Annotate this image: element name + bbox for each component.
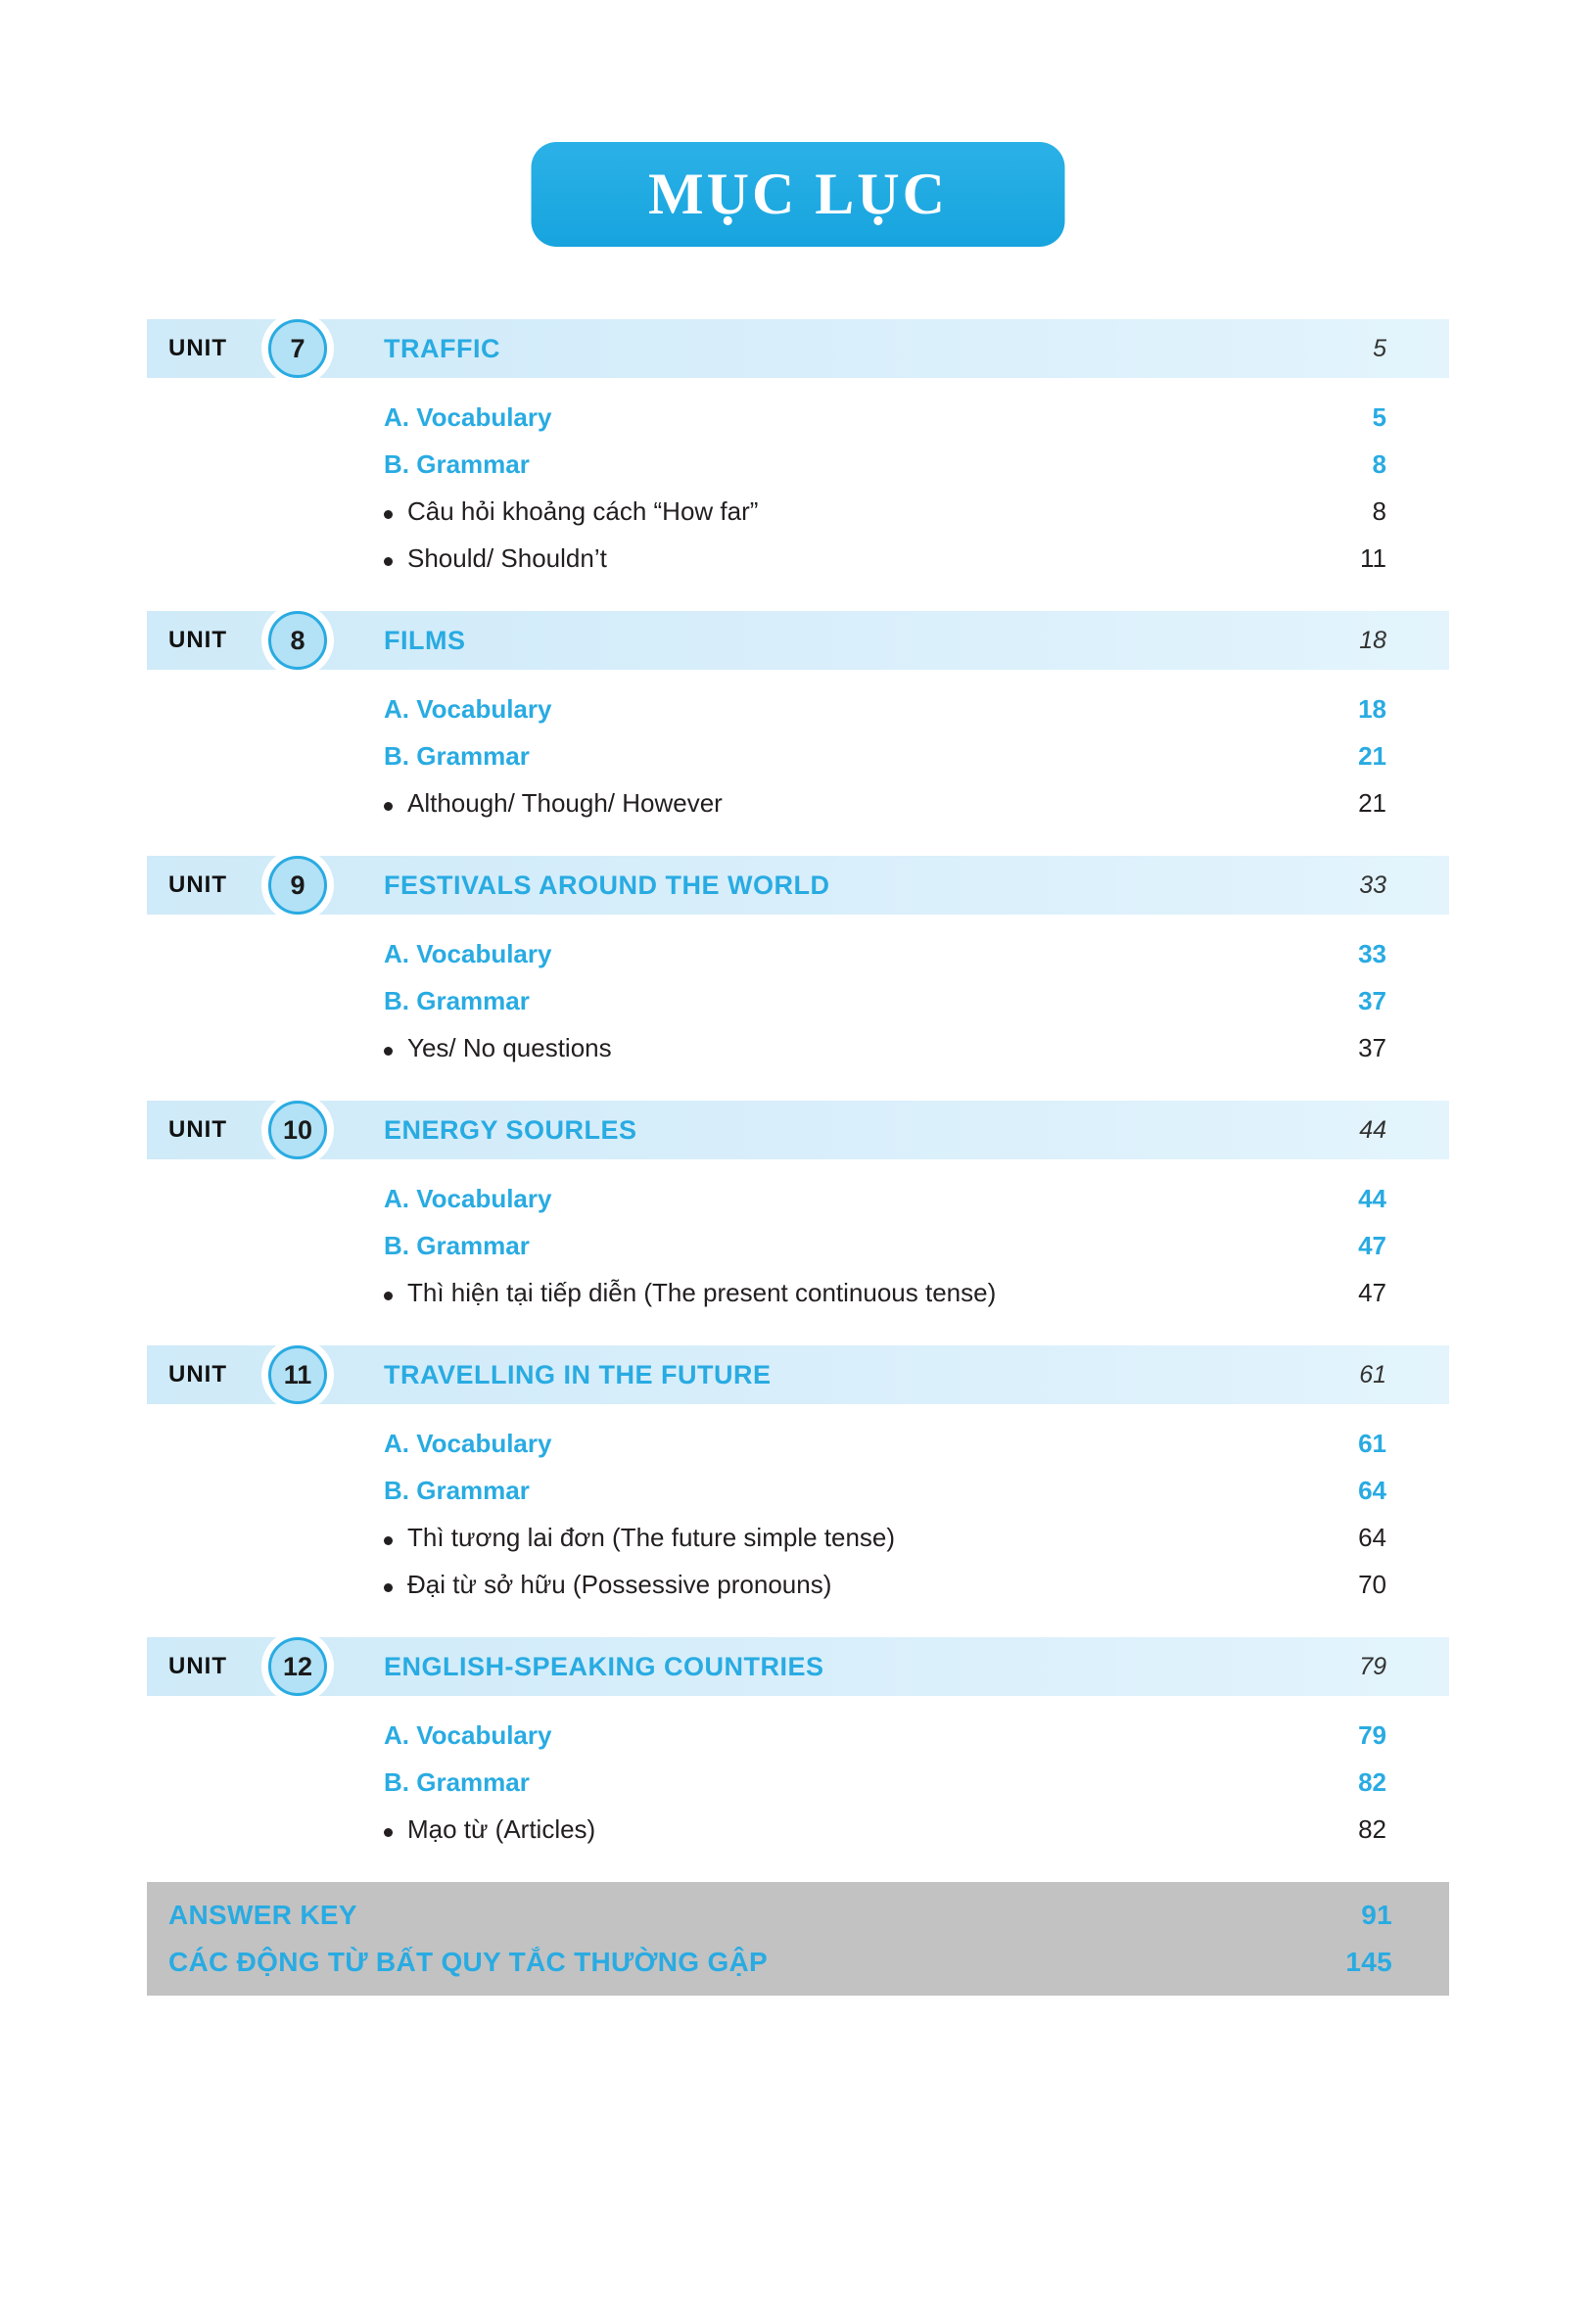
unit-number: 7 [290, 333, 305, 363]
section-item [147, 930, 1449, 977]
bullet-label: Yes/ No questions [407, 1032, 612, 1062]
section-label: B. Grammar [384, 1766, 530, 1797]
section-label: A. Vocabulary [384, 401, 552, 432]
unit-label: UNIT [168, 871, 227, 898]
section-label: A. Vocabulary [384, 693, 552, 724]
footer [147, 1882, 1449, 1996]
bullet-icon [384, 557, 393, 566]
section-item [147, 1712, 1449, 1759]
unit-title: ENERGY SOURLES [384, 1114, 637, 1145]
section-item [147, 1420, 1449, 1467]
bullet-label: Should/ Shouldn’t [407, 542, 607, 573]
footer-page-number: 145 [1345, 1947, 1392, 1977]
section-page-number: 8 [1372, 448, 1386, 479]
section-item [147, 1467, 1449, 1514]
bullet-icon [384, 1047, 393, 1056]
footer-row [147, 1939, 1449, 1986]
unit-number-badge [268, 856, 327, 915]
section-page-number: 33 [1358, 938, 1386, 968]
unit-items [147, 1420, 1449, 1608]
bullet-icon [384, 1292, 393, 1300]
section-item [147, 394, 1449, 441]
bullet-item [147, 1269, 1449, 1316]
unit-block [147, 1101, 1449, 1316]
section-item [147, 1759, 1449, 1806]
section-page-number: 82 [1358, 1766, 1386, 1797]
bullet-page-number: 64 [1358, 1522, 1386, 1552]
unit-page-number: 79 [1359, 1652, 1386, 1680]
section-page-number: 21 [1358, 740, 1386, 771]
unit-number: 10 [282, 1114, 313, 1145]
bullet-label: Câu hỏi khoảng cách “How far” [407, 495, 759, 526]
bullet-icon [384, 1536, 393, 1545]
footer-page-number: 91 [1361, 1900, 1392, 1930]
unit-title: TRAFFIC [384, 333, 500, 363]
bullet-item [147, 1514, 1449, 1561]
section-page-number: 5 [1372, 401, 1386, 432]
section-label: B. Grammar [384, 985, 530, 1015]
section-item [147, 1222, 1449, 1269]
section-item [147, 977, 1449, 1024]
section-label: B. Grammar [384, 1475, 530, 1505]
footer-label: ANSWER KEY [168, 1900, 357, 1930]
unit-number: 11 [283, 1359, 312, 1389]
footer-row [147, 1892, 1449, 1939]
bullet-page-number: 8 [1372, 495, 1386, 526]
section-item [147, 732, 1449, 779]
unit-number: 9 [290, 870, 305, 900]
bullet-item [147, 779, 1449, 826]
unit-items [147, 394, 1449, 582]
section-page-number: 64 [1358, 1475, 1386, 1505]
unit-page-number: 18 [1359, 626, 1386, 654]
section-page-number: 47 [1358, 1230, 1386, 1260]
bullet-item [147, 535, 1449, 582]
unit-header [147, 1345, 1449, 1404]
unit-items [147, 930, 1449, 1071]
footer-label: CÁC ĐỘNG TỪ BẤT QUY TẮC THƯỜNG GẬP [168, 1947, 769, 1977]
section-label: A. Vocabulary [384, 1183, 552, 1213]
section-page-number: 44 [1358, 1183, 1386, 1213]
unit-block [147, 1345, 1449, 1608]
unit-number-badge [268, 1101, 327, 1159]
unit-number-badge [268, 611, 327, 670]
bullet-item [147, 1561, 1449, 1608]
bullet-item [147, 1024, 1449, 1071]
bullet-icon [384, 802, 393, 811]
unit-block [147, 611, 1449, 826]
unit-header [147, 319, 1449, 378]
bullet-page-number: 47 [1358, 1277, 1386, 1307]
unit-items [147, 1175, 1449, 1316]
unit-header [147, 856, 1449, 915]
unit-label: UNIT [168, 1361, 227, 1388]
unit-title: TRAVELLING IN THE FUTURE [384, 1359, 772, 1389]
unit-header [147, 1637, 1449, 1696]
unit-number-badge [268, 319, 327, 378]
unit-block [147, 856, 1449, 1071]
page-title-badge [532, 142, 1065, 247]
page-title: MỤC LỤC [648, 162, 948, 226]
bullet-page-number: 11 [1360, 542, 1386, 573]
section-page-number: 79 [1358, 1719, 1386, 1750]
unit-label: UNIT [168, 627, 227, 653]
unit-title: FILMS [384, 625, 466, 655]
section-page-number: 37 [1358, 985, 1386, 1015]
section-label: B. Grammar [384, 1230, 530, 1260]
bullet-label: Although/ Though/ However [407, 787, 723, 818]
section-page-number: 18 [1358, 693, 1386, 724]
unit-label: UNIT [168, 1116, 227, 1143]
unit-title: FESTIVALS AROUND THE WORLD [384, 870, 830, 900]
unit-items [147, 685, 1449, 826]
bullet-icon [384, 510, 393, 519]
unit-number-badge [268, 1345, 327, 1404]
unit-block [147, 1637, 1449, 1853]
unit-number: 8 [290, 625, 305, 655]
section-page-number: 61 [1358, 1428, 1386, 1458]
bullet-label: Thì hiện tại tiếp diễn (The present continuous tense) [407, 1277, 997, 1307]
bullet-page-number: 37 [1358, 1032, 1386, 1062]
unit-title: ENGLISH-SPEAKING COUNTRIES [384, 1651, 824, 1681]
toc-list [147, 319, 1449, 1882]
bullet-page-number: 70 [1358, 1569, 1386, 1599]
section-label: B. Grammar [384, 740, 530, 771]
bullet-item [147, 1806, 1449, 1853]
unit-number-badge [268, 1637, 327, 1696]
bullet-label: Đại từ sở hữu (Possessive pronouns) [407, 1569, 832, 1599]
bullet-icon [384, 1828, 393, 1837]
unit-block [147, 319, 1449, 582]
unit-header [147, 1101, 1449, 1159]
section-item [147, 1175, 1449, 1222]
section-label: A. Vocabulary [384, 938, 552, 968]
unit-items [147, 1712, 1449, 1853]
unit-header [147, 611, 1449, 670]
bullet-icon [384, 1583, 393, 1592]
unit-page-number: 61 [1359, 1360, 1386, 1388]
bullet-page-number: 82 [1358, 1813, 1386, 1844]
section-label: B. Grammar [384, 448, 530, 479]
section-label: A. Vocabulary [384, 1719, 552, 1750]
section-label: A. Vocabulary [384, 1428, 552, 1458]
unit-page-number: 33 [1359, 871, 1386, 899]
bullet-item [147, 488, 1449, 535]
bullet-page-number: 21 [1358, 787, 1386, 818]
unit-label: UNIT [168, 335, 227, 361]
section-item [147, 685, 1449, 732]
unit-page-number: 5 [1373, 334, 1386, 362]
bullet-label: Mạo từ (Articles) [407, 1813, 596, 1844]
unit-label: UNIT [168, 1653, 227, 1679]
section-item [147, 441, 1449, 488]
bullet-label: Thì tương lai đơn (The future simple tense) [407, 1522, 896, 1552]
unit-page-number: 44 [1359, 1115, 1386, 1144]
unit-number: 12 [282, 1651, 313, 1681]
